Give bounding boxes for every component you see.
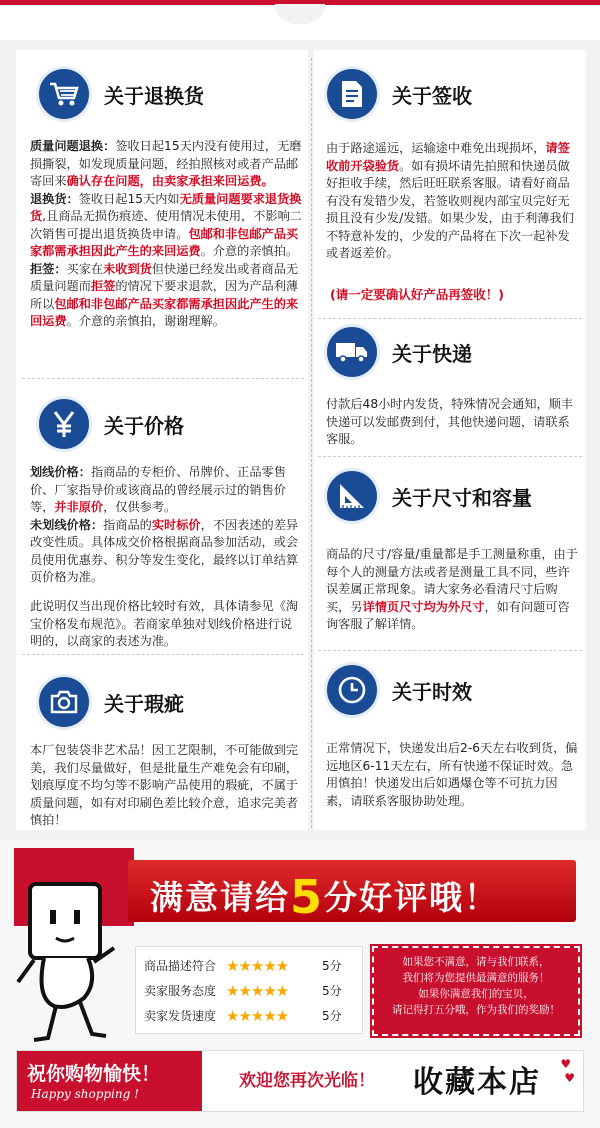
- returns-quality-red: 确认存在问题，由卖家承担来回运费。: [66, 174, 274, 188]
- rating-banner: [0, 840, 600, 1128]
- timing-text: 正常情况下，快递发出后2-6天左右收到货，偏远地区6-11天左右，所有快递不保证时效。急用慎拍！快递发出后如遇爆仓等不可抗力因素，请联系客服协助处理。: [326, 741, 578, 808]
- returns-exchange-text: 签收日起15天内如: [78, 191, 180, 206]
- notice-line: 如果您不满意，请与我们联系，: [402, 956, 550, 968]
- rating-label: 商品描述符合: [144, 959, 217, 973]
- returns-refuse-red2: 拒签: [90, 279, 116, 293]
- returns-quality-label: 质量问题退换：: [30, 139, 116, 153]
- rating-row: [144, 978, 354, 1003]
- banner-slogan: [150, 870, 499, 924]
- returns-refuse-label: 拒签：: [30, 261, 67, 276]
- returns-exchange-red2: 包邮和非包邮产品买家都需承担因此产生的来回运费: [30, 226, 299, 258]
- size-heading: [324, 468, 532, 524]
- returns-refuse-text3: 的情况下要求退款，因为产品利薄所以: [30, 279, 299, 311]
- sign-text-red: 请签收前开袋验货: [326, 141, 570, 173]
- sign-text-a: 由于路途遥远，运输途中难免出现损坏，: [326, 141, 546, 155]
- returns-refuse-text: 买家在: [66, 261, 104, 276]
- sign-heading: [324, 66, 472, 122]
- happy-shopping-cn: 祝你购物愉快！: [27, 1063, 161, 1085]
- flaw-heading: [36, 674, 184, 730]
- size-text: [326, 546, 578, 634]
- returns-exchange-label: 退换货：: [30, 191, 79, 206]
- timing-title: 关于时效: [392, 679, 472, 704]
- price-title: 关于价格: [104, 413, 184, 438]
- express-heading: [324, 324, 472, 380]
- notice-line: 如果你满意我们的宝贝，: [418, 988, 534, 1000]
- divider-sign: [318, 318, 582, 319]
- mascot-icon: [14, 878, 124, 1048]
- satisfaction-notice: [372, 946, 580, 1036]
- price-text: [30, 464, 304, 587]
- sign-text: [326, 140, 578, 263]
- price-heading: [36, 396, 184, 452]
- divider-price: [22, 654, 304, 655]
- notice-line: 请记得打五分哦，作为我们的奖励！: [392, 1004, 560, 1016]
- returns-refuse-text4: 。介意的亲慎拍，谢谢理解。: [66, 314, 225, 328]
- size-title: 关于尺寸和容量: [392, 485, 532, 510]
- price-strike-red: 并非原价: [54, 500, 104, 514]
- returns-title: 关于退换货: [104, 83, 204, 108]
- rating-score: 5分: [322, 959, 342, 973]
- price-strike-text: 指商品的专柜价、吊牌价、正品零售价、厂家指导价或该商品的曾经展示过的销售价等，: [30, 465, 286, 514]
- ruler-icon: [324, 468, 380, 524]
- top-notch: [275, 4, 325, 24]
- happy-shopping-en: Happy shopping !: [31, 1087, 139, 1101]
- price-nostrike-text: 指商品的: [103, 517, 152, 532]
- happy-shopping-badge: [17, 1051, 202, 1111]
- price-strike-text2: ，仅供参考。: [103, 500, 177, 514]
- camera-icon: [36, 674, 92, 730]
- rating-label: 卖家发货速度: [144, 1009, 217, 1023]
- returns-exchange-text2: ,且商品无损伤痕迹、使用情况未使用，不影响二次销售可提出退货换货申请。: [30, 209, 302, 241]
- ratings-box: [135, 946, 363, 1034]
- returns-heading: [36, 66, 204, 122]
- rating-score: 5分: [322, 1009, 342, 1023]
- welcome-text: 欢迎您再次光临！: [239, 1071, 375, 1091]
- slogan-part-a: 满意请给: [150, 878, 290, 917]
- express-text: 付款后48小时内发货，特殊情况会通知，顺丰快递可以发邮费到付，其他快递问题，请联系客服。: [326, 397, 574, 446]
- divider-returns: [22, 378, 304, 379]
- cart-icon: [36, 66, 92, 122]
- price-note: 此说明仅当出现价格比较时有效，具体请参见《淘宝价格发布规范》。若商家单独对划线价格进行说明的，以商家的表述为准。: [30, 599, 299, 648]
- rating-label: 卖家服务态度: [144, 984, 217, 998]
- clock-icon: [324, 662, 380, 718]
- timing-heading: [324, 662, 472, 718]
- sign-text-b: 。如有损坏请先拍照和快递员做好拒收手续，然后旺旺联系客服。请看好商品有没有发错少发，若签收则视内部宝贝完好无损且没有少发/发错。如果少发，由于利薄我们不特意补发的，少发的产品将在下次一起补发或者返差价。: [326, 158, 574, 260]
- price-nostrike-label: 未划线价格：: [30, 517, 104, 532]
- returns-refuse-text2: 但快递已经发出或者商品无质量问题而: [30, 261, 299, 293]
- document-icon: [324, 66, 380, 122]
- truck-icon: [324, 324, 380, 380]
- star-icon: ★★★★★: [226, 981, 289, 1000]
- flaw-text: 本厂包装袋非艺术品！因工艺限制，不可能做到完美，我们尽量做好，但是批量生产难免会有印刷，划痕厚度不均匀等不影响产品使用的瑕疵，不属于质量问题，如有对印刷色差比较介意，追求完美者慎拍！: [30, 743, 299, 827]
- size-text-a: 商品的尺寸/容量/重量都是手工测量称重，由于每个人的测量方法或者是测量工具不同，些许误差属正常现象。请大家务必看清尺寸后购买，另: [326, 547, 578, 614]
- heart-icon: ♥ ♥: [560, 1057, 575, 1085]
- returns-exchange-text3: 。介意的亲慎拍。: [200, 244, 299, 258]
- star-icon: ★★★★★: [226, 1006, 289, 1025]
- returns-exchange-red: 无质量问题要求退货换货: [30, 191, 302, 223]
- star-icon: ★★★★★: [226, 956, 289, 975]
- price-nostrike-red: 实时标价: [151, 517, 201, 532]
- express-title: 关于快递: [392, 341, 472, 366]
- divider-size: [318, 650, 582, 651]
- returns-text: [30, 138, 302, 331]
- size-text-b: ，如有问题可咨询客服了解详情。: [326, 599, 570, 631]
- rating-row: [144, 953, 354, 978]
- bottom-bar: [16, 1050, 584, 1112]
- notice-line: 我们将为您提供最满意的服务！: [402, 972, 550, 984]
- column-divider: [311, 58, 312, 828]
- price-strike-label: 划线价格：: [30, 465, 91, 479]
- yen-icon: [36, 396, 92, 452]
- returns-refuse-red: 未收到货: [103, 261, 152, 276]
- top-bar: [0, 0, 600, 40]
- bookmark-store-button[interactable]: 收藏本店: [413, 1065, 541, 1100]
- returns-refuse-red3: 包邮和非包邮产品买家都需承担因此产生的来回运费: [30, 296, 299, 328]
- size-text-red: 详情页尺寸均为外尺寸: [362, 599, 485, 614]
- returns-quality-text: 签收日起15天内没有使用过，无磨损撕裂，如发现质量问题，经拍照核对或者产品邮寄回来: [30, 139, 302, 188]
- divider-express: [318, 456, 582, 457]
- sign-title: 关于签收: [392, 83, 472, 108]
- sign-note: (请一定要确认好产品再签收！): [330, 287, 504, 302]
- rating-score: 5分: [322, 984, 342, 998]
- rating-row: [144, 1003, 354, 1028]
- slogan-part-b: 分好评哦！: [324, 878, 500, 917]
- flaw-title: 关于瑕疵: [104, 691, 184, 716]
- slogan-five: 5: [290, 870, 325, 924]
- price-nostrike-text2: ，不因表述的差异改变性质。具体成交价格根据商品参加活动，或会员使用优惠券、积分等发生变化，最终以订单结算页价格为准。: [30, 517, 299, 584]
